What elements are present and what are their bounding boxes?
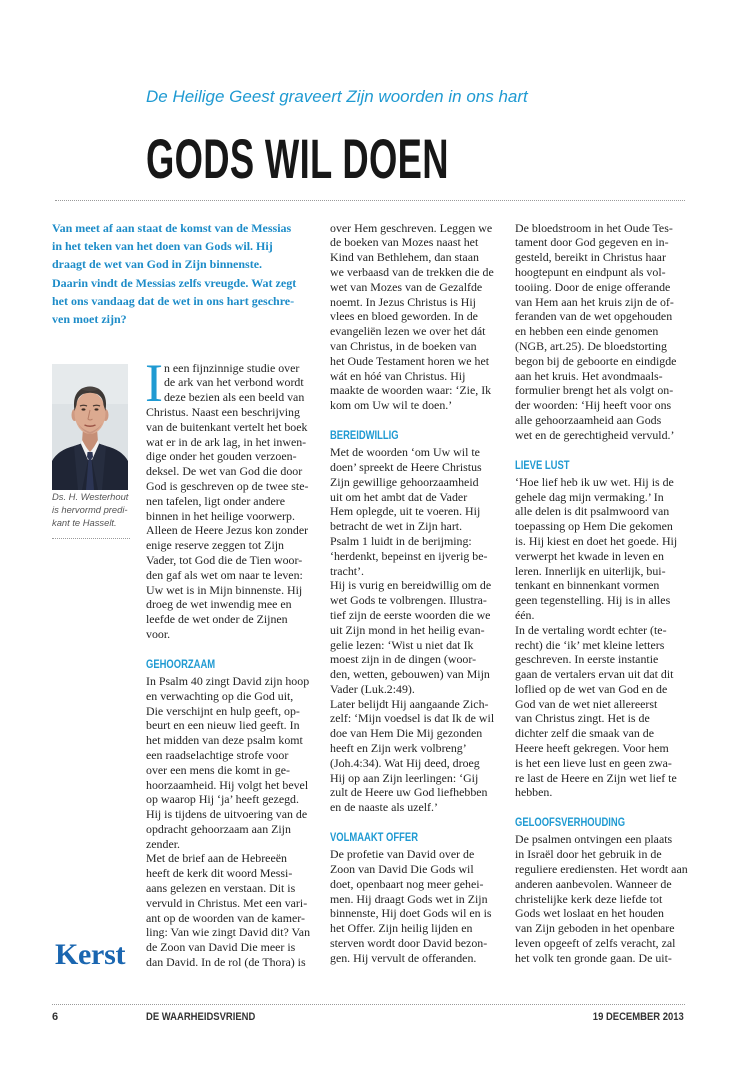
intro-line: Van meet af aan staat de komst van de Messias: [52, 221, 292, 235]
text-line: uit om het ambt dat de Vader: [330, 489, 468, 504]
text-line: tracht’.: [330, 563, 364, 578]
text-line: Vader, tot God die de Tien woor-: [146, 552, 303, 567]
text-line: op waarop Hij ‘ja’ heeft gezegd.: [146, 792, 299, 807]
text-line: zelf: ‘Mijn voedsel is dat Ik de wil: [330, 711, 495, 726]
caption-line: kant te Hasselt.: [52, 517, 117, 528]
text-line: Die verschijnt en hulp geeft, op-: [146, 703, 300, 718]
text-line: Christus. Naast een beschrijving: [146, 404, 300, 419]
paragraph: [515, 623, 693, 801]
paragraph: [330, 221, 508, 413]
text-line: alle delen is dit psalmwoord van: [515, 504, 670, 519]
text-line: verwerpt het kwade in leven en: [515, 548, 664, 563]
text-line: Hij op aan Zijn leerlingen: ‘Gij: [330, 770, 479, 785]
intro-line: in het teken van het doen van Gods wil. Hij: [52, 239, 273, 254]
intro-line: Daarin vindt de Messias zelfs vreugde. Wat zegt: [52, 275, 297, 290]
section-heading: [515, 815, 693, 830]
text-line: Hij is tijdens de uitvoering van de: [146, 807, 308, 822]
text-line: vlees en bloed geworden. In de: [330, 309, 478, 324]
text-line: van Christus zingt. Het is de: [515, 711, 650, 726]
paragraph: [146, 674, 318, 852]
text-line: maakte de woorden waar: ‘Zie, Ik: [330, 383, 492, 398]
text-line: Hij is vurig en bereidwillig om de: [330, 578, 492, 593]
text-line: n een fijnzinnige studie over: [163, 360, 300, 375]
text-line: noemt. In Jezus Christus is Hij: [330, 294, 476, 309]
text-line: toepassing op Hem Die gekomen: [515, 519, 673, 534]
text-line: De psalmen ontvingen een plaats: [515, 832, 673, 847]
text-column-2: [330, 221, 508, 966]
text-line: hoorzaamheid. Hij volgt het bevel: [146, 777, 309, 792]
paragraph: [515, 221, 693, 443]
text-line: der woorden: ‘Hij heeft voor ons: [515, 398, 672, 413]
text-line: enige reserve zeggen tot Zijn: [146, 538, 285, 553]
text-line: doet, openbaart nog meer gehei-: [330, 876, 484, 891]
text-line: het Offer. Zijn heilig lijden en: [330, 921, 473, 936]
text-line: van Hem aan het kruis zijn de of-: [515, 294, 674, 309]
text-line: is. Hij kiest en doet het goede. Hij: [515, 533, 678, 548]
text-line: doen’ spreekt de Heere Christus: [330, 459, 482, 474]
text-line: den gaf als wet om naar te leven:: [146, 567, 303, 582]
text-line: geschreven. In eerste instantie: [515, 652, 659, 667]
text-line: begon bij de geboorte en eindigde: [515, 353, 677, 368]
text-line: en hebben een einde genomen: [515, 324, 659, 339]
author-portrait: [52, 364, 128, 490]
text-line: gesteld, bereikt in Christus haar: [515, 250, 666, 265]
text-line: beurt en een nieuw lied geeft. In: [146, 718, 300, 733]
text-line: voor.: [146, 626, 171, 641]
drop-cap: I: [145, 352, 163, 413]
text-line: betracht de wet in Zijn hart.: [330, 519, 463, 534]
text-line: uit Zijn mond in het heilig evan-: [330, 622, 485, 637]
text-line: De profetie van David over de: [330, 847, 475, 862]
text-line: Psalm 1 luidt in de berijming:: [330, 533, 472, 548]
text-line: men. Hij draagt Gods wet in Zijn: [330, 891, 488, 906]
text-line: Uw wet is in Mijn binnenste. Hij: [146, 582, 303, 597]
article-title: GODS WIL DOEN: [146, 127, 449, 190]
text-line: nen tafelen, ligt onder andere: [146, 493, 285, 508]
text-line: anderen aanbevolen. Wanneer de: [515, 876, 672, 891]
text-line: De bloedstroom in het Oude Tes-: [515, 220, 673, 235]
text-line: droeg de wet inwendig mee en: [146, 597, 292, 612]
text-line: Vader (Luk.2:49).: [330, 681, 415, 696]
text-line: God is geschreven op de twee ste-: [146, 478, 309, 493]
text-line: sterven wordt door David bezon-: [330, 936, 488, 951]
text-line: Alleen de Heere Jezus kon zonder: [146, 523, 309, 538]
text-line: Met de brief aan de Hebreeën: [146, 851, 287, 866]
text-column-1: [145, 352, 318, 970]
section-heading: [330, 428, 508, 443]
text-line: van de buitenkant vertelt het boek: [146, 419, 308, 434]
text-line: een raadselachtige strofe voor: [146, 747, 289, 762]
paragraph: [515, 475, 693, 623]
text-line: de ark van het verbond wordt: [163, 375, 304, 390]
text-line: re last de Heere en Zijn wet lief te: [515, 770, 677, 785]
text-line: leren. Innerlijk en uiterlijk, bui-: [515, 563, 666, 578]
text-line: hoogtepunt en eindpunt als vol-: [515, 264, 666, 279]
text-line: tooiing. Door de enige offerande: [515, 279, 671, 294]
text-line: ‘Hoe lief heb ik uw wet. Hij is de: [515, 474, 674, 489]
text-line: binnen in het heilige voorwerp.: [146, 508, 295, 523]
text-line: tament door God gegeven en in-: [515, 235, 669, 250]
text-line: over Hem geschreven. Leggen we: [330, 220, 493, 235]
text-line: binnenste, Hij doet Gods wil en is: [330, 906, 492, 921]
intro-line: draagt de wet van God in Zijn binnenste.: [52, 257, 263, 272]
text-line: is het een lieve lust en geen zwa-: [515, 755, 672, 770]
text-line: de Zoon van David Die meer is: [146, 940, 296, 955]
text-line: hebben.: [515, 785, 553, 800]
text-line: leefde de wet onder de Zijnen: [146, 612, 288, 627]
text-line: zender.: [146, 836, 180, 851]
text-line: formulier brengt het als volgt on-: [515, 383, 674, 398]
text-line: het volk ten gronde gaan. De uit-: [515, 950, 672, 965]
author-photo: [52, 364, 128, 490]
text-line: In de vertaling wordt echter (te-: [515, 622, 667, 637]
paragraph: [145, 352, 318, 642]
text-line: geen tegenstelling. Hij is in alles: [515, 593, 671, 608]
section-heading: [330, 830, 508, 845]
text-line: (NGB, art.25). De bloedstorting: [515, 338, 667, 353]
text-line: (Joh.4:34). Wat Hij deed, droeg: [330, 755, 480, 770]
publication-name: DE WAARHEIDSVRIEND: [146, 1011, 256, 1023]
text-line: deze bezien als een beeld van: [163, 390, 305, 405]
text-line: Zijn gewillige gehoorzaamheid: [330, 474, 479, 489]
page-number: 6: [52, 1011, 59, 1023]
text-line: aans gelezen en verstaan. Dit is: [146, 881, 296, 896]
paragraph: [330, 445, 508, 534]
text-line: dan David. In de rol (de Thora) is: [146, 955, 306, 970]
text-line: kom om Uw wil te doen.’: [330, 398, 453, 413]
text-line: dichter zelf die smaak van de: [515, 726, 654, 741]
text-line: ‘herdenkt, bepeinst en ijverig be-: [330, 548, 488, 563]
article-subtitle: De Heilige Geest graveert Zijn woorden in ons hart: [146, 87, 528, 106]
paragraph: [330, 697, 508, 815]
text-line: God van de wet niet allereerst: [515, 696, 658, 711]
text-line: reguliere erediensten. Het wordt aan: [515, 862, 688, 877]
section-heading-text: GELOOFSVERHOUDING: [515, 817, 626, 830]
photo-caption: [52, 490, 132, 529]
section-heading-text: VOLMAAKT OFFER: [330, 832, 419, 845]
text-line: feranden van de wet opgehouden: [515, 309, 673, 324]
text-line: Met de woorden ‘om Uw wil te: [330, 445, 480, 460]
paragraph: [515, 832, 693, 965]
text-line: wat er in de ark lag, in het inwen-: [146, 434, 307, 449]
section-heading-text: LIEVE LUST: [515, 459, 570, 472]
text-line: doe van Hem Die Mij gezonden: [330, 726, 483, 741]
text-line: over een mens die komt in ge-: [146, 762, 290, 777]
text-line: tief zijn de eerste woorden die we: [330, 607, 491, 622]
text-line: opdracht gehoorzaam aan Zijn: [146, 821, 291, 836]
text-line: in Israël door het gebruik in de: [515, 847, 662, 862]
title-divider: [55, 200, 685, 201]
text-line: Later belijdt Hij aangaande Zich-: [330, 696, 489, 711]
text-line: loflied op de wet van God en de: [515, 681, 668, 696]
section-heading: [146, 657, 318, 672]
text-line: van Christus, in de boeken van: [330, 338, 477, 353]
issue-date: 19 DECEMBER 2013: [593, 1011, 684, 1023]
caption-line: Ds. H. Westerhout: [52, 491, 129, 502]
footer-divider: [52, 1004, 685, 1005]
text-line: wet en de gerechtigheid vervuld.’: [515, 427, 675, 442]
section-heading: [515, 458, 693, 473]
text-line: ling: Van wie zingt David dit? Van: [146, 925, 311, 940]
text-line: we verbaasd van de trekken die de: [330, 264, 494, 279]
text-line: Zoon van David Die Gods wil: [330, 862, 474, 877]
text-line: gaan de vertalers ervan uit dat dit: [515, 667, 674, 682]
text-line: één.: [515, 607, 535, 622]
paragraph: [330, 847, 508, 965]
text-line: gehele dag mijn vermaking.’ In: [515, 489, 664, 504]
text-column-3: [515, 221, 693, 966]
section-heading-text: BEREIDWILLIG: [330, 429, 399, 442]
text-line: dige onder het gouden verzoen-: [146, 449, 297, 464]
intro-line: ven moet zijn?: [52, 312, 127, 327]
paragraph: [330, 578, 508, 696]
section-heading-text: GEHOORZAAM: [146, 658, 216, 671]
caption-line: is hervormd predi-: [52, 504, 128, 515]
text-line: heeft en Zijn werk volbreng’: [330, 741, 467, 756]
text-line: gelie lezen: ‘Wist u niet dat Ik: [330, 637, 474, 652]
text-line: wet van Mozes van de Gezalfde: [330, 279, 483, 294]
text-line: het Oude Testament horen we het: [330, 353, 490, 368]
paragraph: [146, 851, 318, 969]
text-line: moest zijn in de dingen (woor-: [330, 652, 477, 667]
text-line: Hem oplegde, uit te voeren. Hij: [330, 504, 481, 519]
text-line: Gods wet loslaat en het houden: [515, 906, 664, 921]
text-line: gen. Hij vervult de offeranden.: [330, 950, 477, 965]
text-line: recht) die ‘ik’ met kleine letters: [515, 637, 665, 652]
text-line: den, wetten, gebouwen) van Mijn: [330, 667, 490, 682]
caption-divider: [52, 538, 130, 539]
text-line: deksel. De wet van God die door: [146, 464, 303, 479]
text-line: heeft de kerk dit woord Messi-: [146, 866, 293, 881]
kerst-logo: Kerst: [55, 938, 126, 971]
text-line: evangeliën lezen we over het dát: [330, 324, 486, 339]
text-line: christelijke kerk deze liefde tot: [515, 891, 663, 906]
text-line: zult de Heere uw God liefhebben: [330, 785, 488, 800]
text-line: de boeken van Mozes naast het: [330, 235, 479, 250]
text-line: alle gehoorzaamheid aan Gods: [515, 412, 662, 427]
text-line: en verwachting op die God uit,: [146, 688, 294, 703]
text-line: aan het kruis. Het avondmaals-: [515, 368, 663, 383]
text-line: van Zijn geboden in het openbare: [515, 921, 675, 936]
text-line: Heere heeft gekregen. Voor hem: [515, 741, 669, 756]
text-line: het midden van deze psalm komt: [146, 733, 303, 748]
text-line: Kind van Bethlehem, dan staan: [330, 250, 479, 265]
intro-line: het ons vandaag dat de wet in ons hart geschre-: [52, 293, 295, 308]
paragraph: [330, 534, 508, 578]
text-line: vervuld in Christus. Met een vari-: [146, 895, 308, 910]
article-intro: [52, 219, 314, 328]
text-line: en de naaste als uzelf.’: [330, 800, 438, 815]
text-line: tenkant en binnenkant vormen: [515, 578, 660, 593]
text-line: ant op de woorden van de kamer-: [146, 910, 305, 925]
text-line: wát en hóé van Christus. Hij: [330, 368, 466, 383]
text-line: In Psalm 40 zingt David zijn hoop: [146, 673, 310, 688]
text-line: leven opgeeft of zelfs veracht, zal: [515, 936, 676, 951]
text-line: wet Gods te volbrengen. Illustra-: [330, 593, 487, 608]
